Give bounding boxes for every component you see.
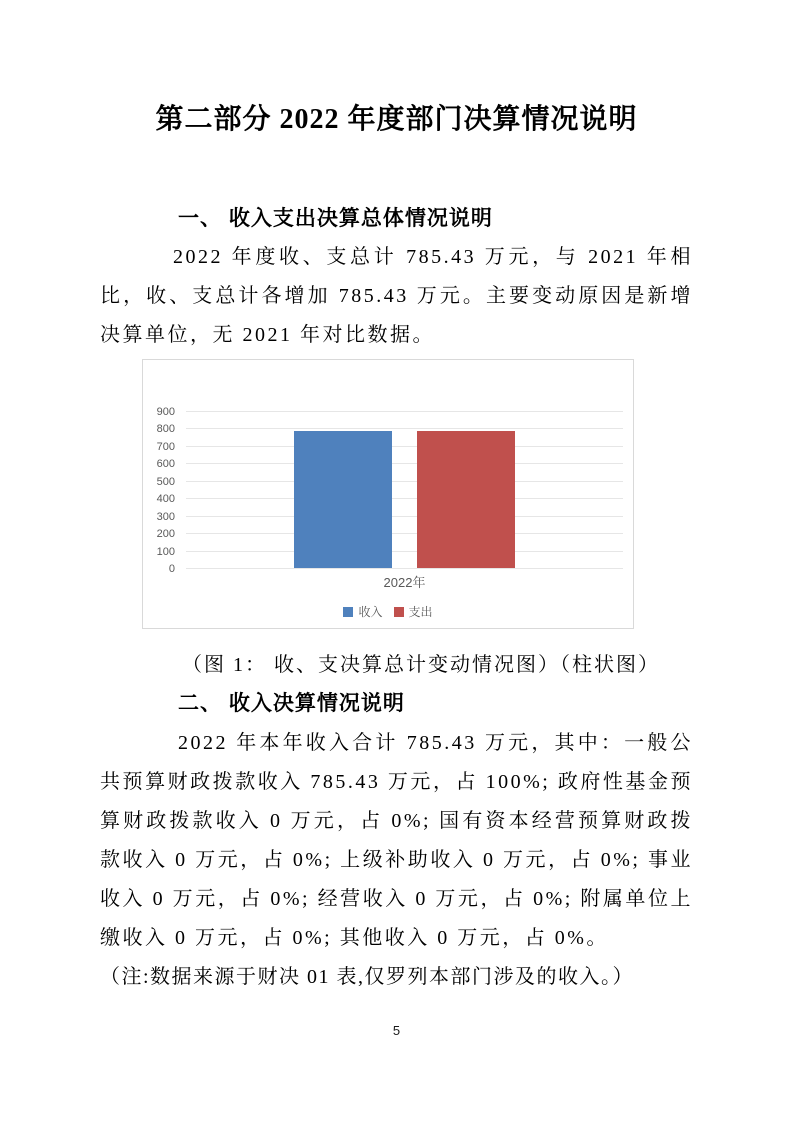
chart-gridline — [186, 428, 623, 429]
chart-legend — [143, 603, 633, 620]
chart-gridline — [186, 568, 623, 569]
chart-y-tick-label: 300 — [156, 510, 175, 523]
chart-gridline — [186, 463, 623, 464]
chart-y-tick-label: 900 — [156, 406, 175, 418]
chart-x-axis-label: 2022年 — [383, 575, 426, 590]
chart-gridline — [186, 516, 623, 517]
chart-y-tick-label: 700 — [156, 440, 175, 453]
legend-item-支出 — [394, 603, 433, 620]
legend-item-收入 — [343, 603, 382, 620]
legend-swatch-icon — [394, 607, 404, 617]
chart-y-tick-label: 100 — [156, 545, 175, 558]
legend-label: 支出 — [408, 605, 433, 619]
chart-gridline — [186, 446, 623, 447]
section-one-heading: 一、 收入支出决算总体情况说明 — [178, 207, 493, 230]
chart-y-tick-label: 500 — [156, 475, 175, 488]
legend-label: 收入 — [358, 605, 383, 619]
chart-gridline — [186, 551, 623, 552]
data-source-note: （注:数据来源于财决 01 表,仅罗列本部门涉及的收入。） — [100, 966, 635, 988]
chart-plot-area — [186, 412, 623, 569]
section-one-paragraph: 2022 年度收、支总计 785.43 万元，与 2021 年相比，收、支总计各增加 785.43 万元。主要变动原因是新增决算单位，无 2021 年对比数据。 — [100, 246, 693, 346]
chart-y-tick-label: 800 — [156, 423, 175, 436]
page-number: 5 — [392, 1023, 401, 1038]
chart-gridline — [186, 411, 623, 412]
chart-y-tick-label: 0 — [168, 563, 175, 575]
section-two-heading: 二、 收入决算情况说明 — [178, 692, 405, 715]
section-two-paragraph: 2022 年本年收入合计 785.43 万元，其中：一般公共预算财政拨款收入 785.43 万元，占 100%; 政府性基金预算财政拨款收入 0 万元，占 0%; 国有资本经营预算财政拨款收入 0 万元，占 0%; 上级补助收入 0 万元，占 0%; 事业收入 0 万元，占 0%; 经营收入 0 万元，占 0%; 附属单位上缴收入 0 万元，占 0%; 其他收入 0 万元，占 0%。 — [100, 732, 693, 949]
bar-支出 — [417, 431, 515, 568]
section-two-body — [100, 724, 693, 997]
chart-gridline — [186, 533, 623, 534]
bar-收入 — [294, 431, 392, 568]
chart-y-tick-label: 200 — [156, 528, 175, 541]
bar-chart — [142, 359, 634, 629]
chart-y-tick-label: 600 — [156, 458, 175, 471]
chart-y-axis — [143, 406, 182, 575]
chart-gridline — [186, 498, 623, 499]
legend-swatch-icon — [343, 607, 353, 617]
chart-y-tick-label: 400 — [156, 493, 175, 506]
figure-caption: （图 1： 收、支决算总计变动情况图）（柱状图） — [182, 654, 660, 676]
page-title: 第二部分 2022 年度部门决算情况说明 — [155, 104, 638, 135]
chart-gridline — [186, 481, 623, 482]
